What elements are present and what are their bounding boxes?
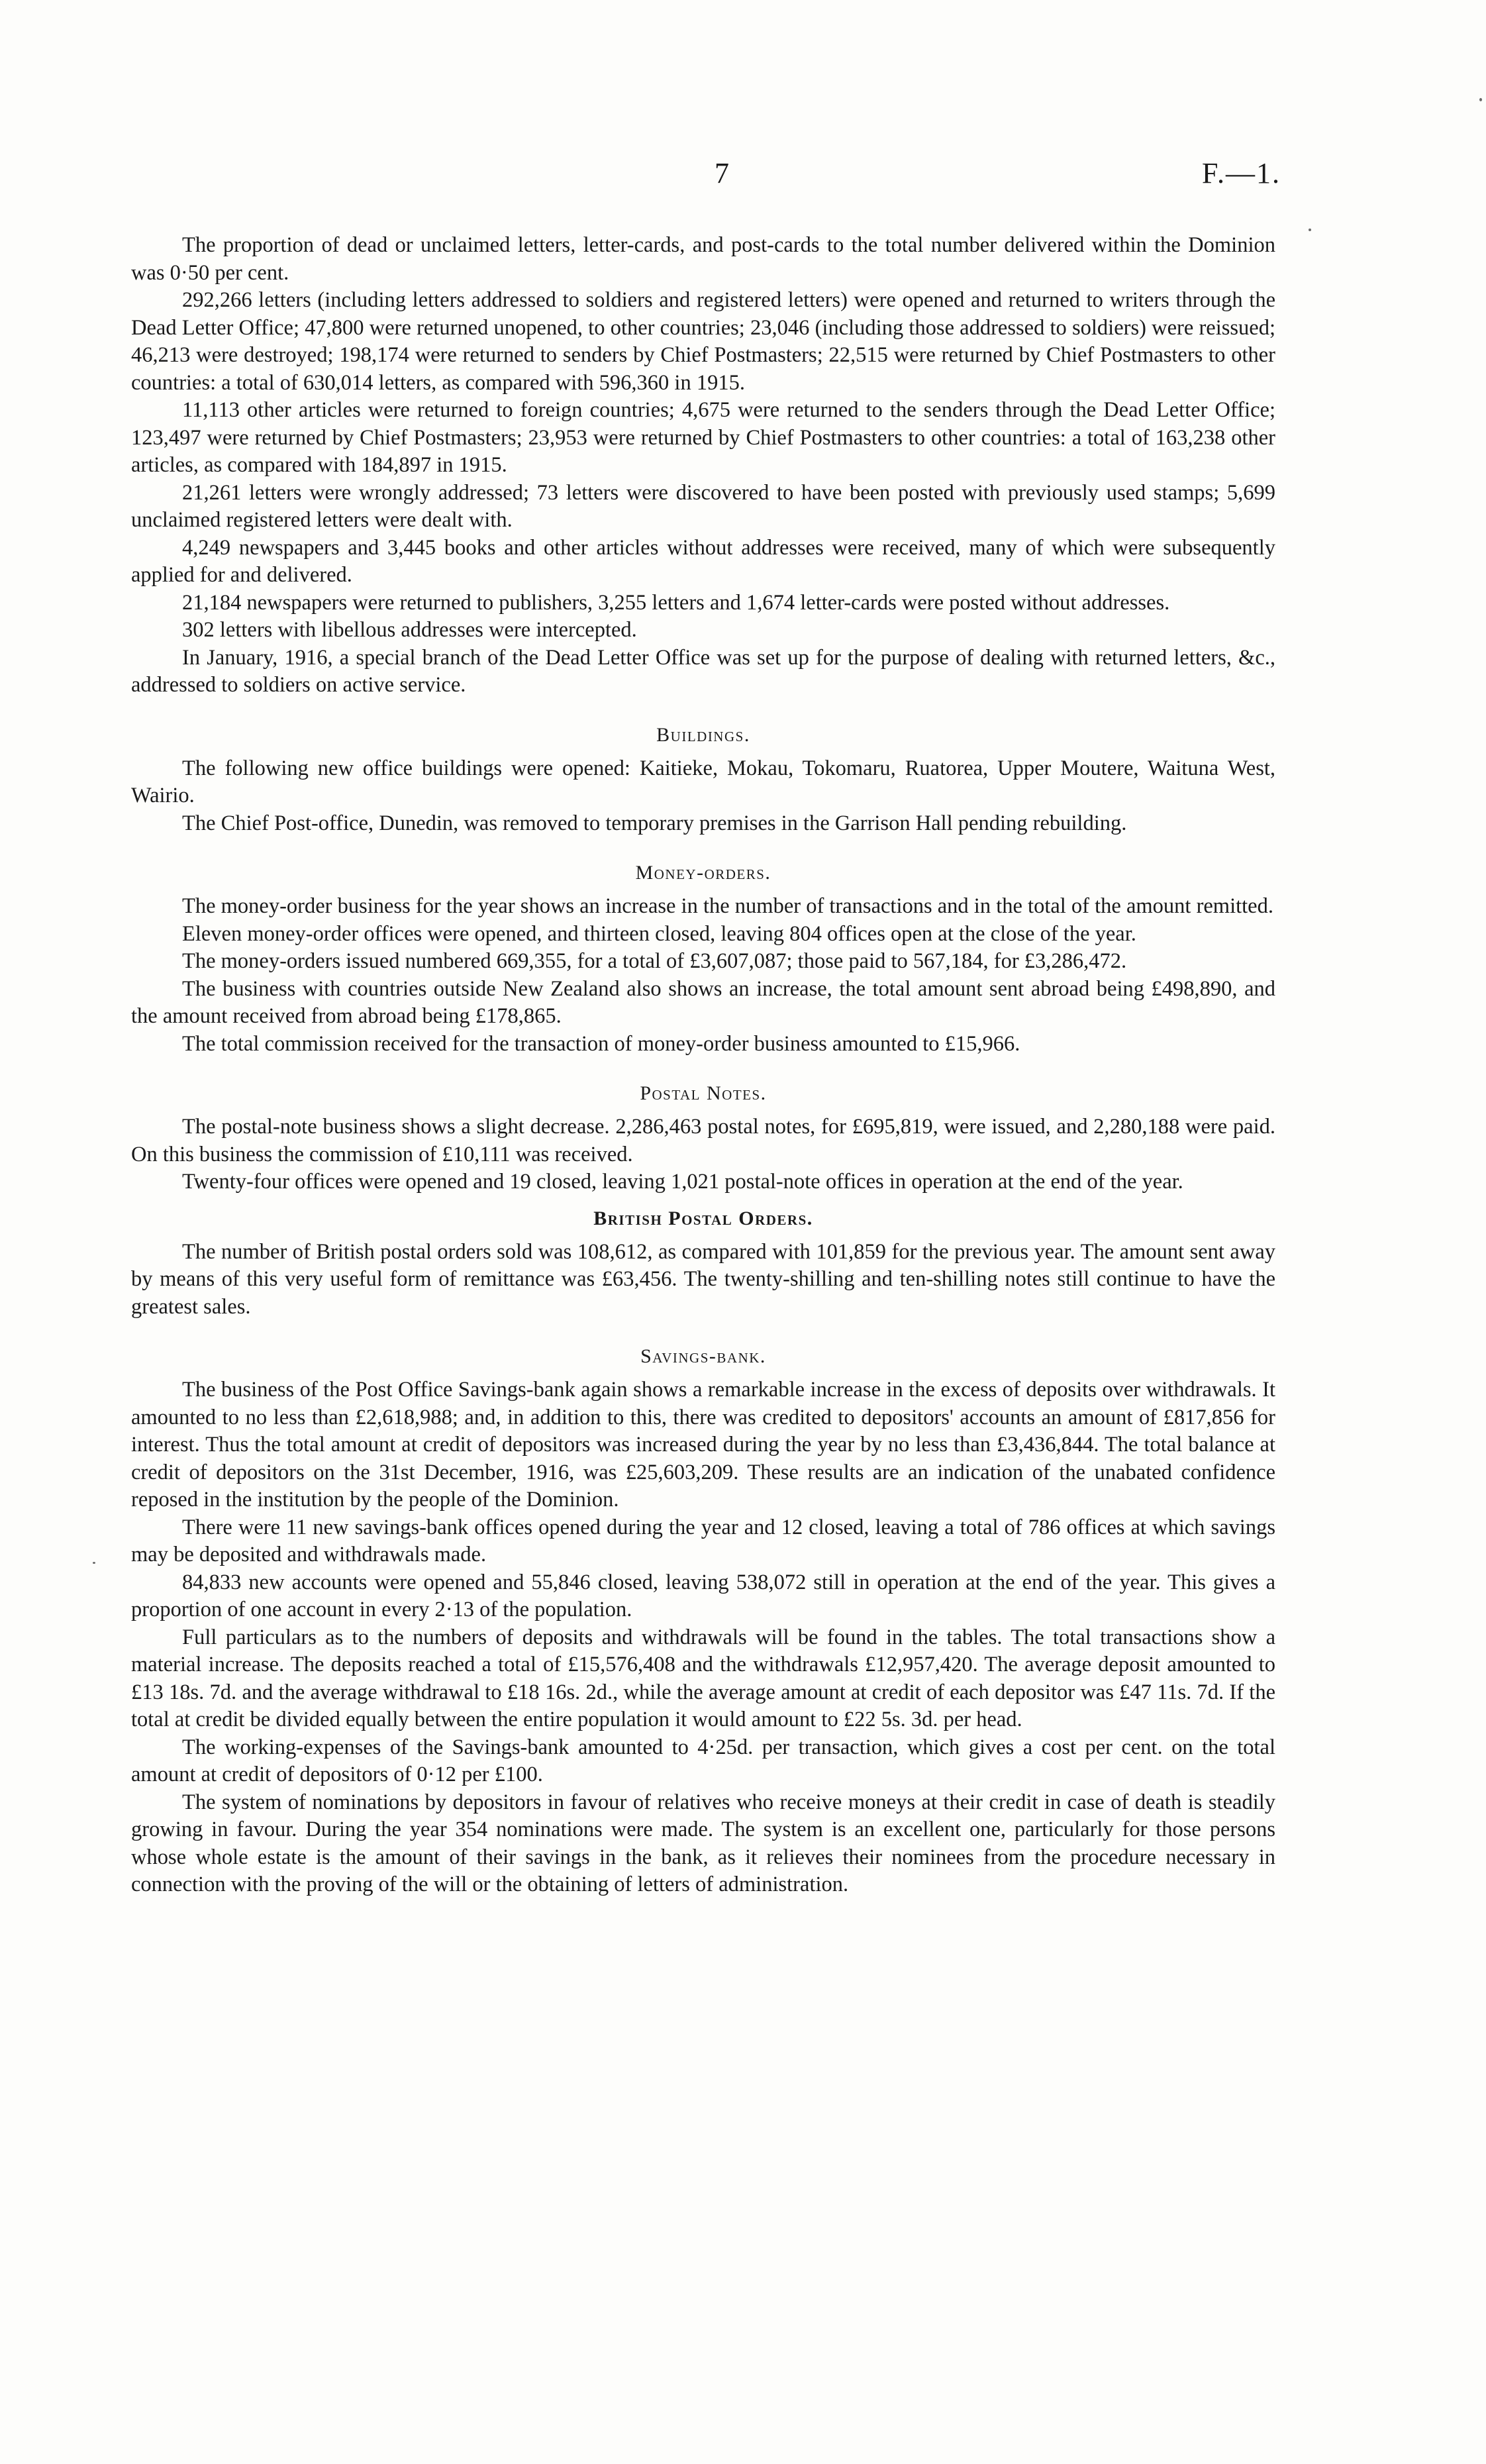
scan-speck — [1309, 229, 1311, 231]
dead-letters-section — [131, 232, 1275, 699]
page-number: 7 — [715, 157, 729, 189]
paragraph: 4,249 newspapers and 3,445 books and other articles without addresses were received, many of which were subsequently applied for and delivered. — [131, 535, 1275, 587]
paragraph: The money-order business for the year shows an increase in the number of transactions and in the total of the amount remitted. — [182, 894, 1273, 918]
paragraph: 21,261 letters were wrongly addressed; 73 letters were discovered to have been posted with previously used stamps; 5,699 unclaimed registered letters were dealt with. — [131, 480, 1275, 532]
paragraph: The Chief Post-office, Dunedin, was removed to temporary premises in the Garrison Hall pending rebuilding. — [182, 811, 1127, 835]
paragraph: The system of nominations by depositors in favour of relatives who receive moneys at their credit in case of death is steadily growing in favour. During the year 354 nominations were made. The system is an excellent one, particularly for those persons whose whole estate is the amount of their savings in the bank, as it relieves their nominees from the procedure necessary in connection with the proving of the will or the obtaining of letters of administration. — [131, 1790, 1275, 1896]
section-heading: British Postal Orders. — [593, 1207, 813, 1229]
paragraph: There were 11 new savings-bank offices opened during the year and 12 closed, leaving a total of 786 offices at which savings may be deposited and withdrawals made. — [131, 1515, 1275, 1566]
british-postal-orders-section — [131, 1206, 1275, 1321]
paragraph: The proportion of dead or unclaimed letters, letter-cards, and post-cards to the total number delivered within the Dominion was 0·50 per cent. — [131, 233, 1275, 285]
paragraph: The working-expenses of the Savings-bank amounted to 4·25d. per transaction, which gives a cost per cent. on the total amount at credit of depositors of 0·12 per £100. — [131, 1735, 1275, 1786]
paragraph: The postal-note business shows a slight decrease. 2,286,463 postal notes, for £695,819, were issued, and 2,280,188 were paid. On this business the commission of £10,111 was received. — [131, 1115, 1275, 1166]
section-heading: Buildings. — [656, 723, 750, 746]
section-heading: Savings-bank. — [640, 1345, 766, 1367]
postal-notes-section — [131, 1080, 1275, 1196]
document-reference: F.—1. — [1202, 157, 1281, 189]
paragraph: The total commission received for the transaction of money-order business amounted to £15,966. — [182, 1031, 1020, 1056]
paragraph: The following new office buildings were opened: Kaitieke, Mokau, Tokomaru, Ruatorea, Upper Moutere, Waituna West, Wairio. — [131, 756, 1275, 807]
paragraph: 84,833 new accounts were opened and 55,846 closed, leaving 538,072 still in operation at the end of the year. This gives a proportion of one account in every 2·13 of the population. — [131, 1570, 1275, 1621]
scan-speck — [1479, 98, 1482, 101]
paragraph: 292,266 letters (including letters addressed to soldiers and registered letters) were opened and returned to writers through the Dead Letter Office; 47,800 were returned unopened, to other countries; 23,046 (including those addressed to soldiers) were reissued; 46,213 were destroyed; 198,174 were returned to senders by Chief Postmasters; 22,515 were returned by Chief Postmasters to other countries: a total of 630,014 letters, as compared with 596,360 in 1915. — [131, 288, 1275, 395]
paragraph: 21,184 newspapers were returned to publishers, 3,255 letters and 1,674 letter-cards were posted without addresses. — [182, 590, 1170, 615]
section-heading: Postal Notes. — [640, 1082, 767, 1104]
paragraph: The money-orders issued numbered 669,355, for a total of £3,607,087; those paid to 567,184, for £3,286,472. — [182, 949, 1127, 973]
paragraph: Twenty-four offices were opened and 19 closed, leaving 1,021 postal-note offices in operation at the end of the year. — [182, 1170, 1183, 1194]
paragraph: The business of the Post Office Savings-bank again shows a remarkable increase in the excess of deposits over withdrawals. It amounted to no less than £2,618,988; and, in addition to this, there was credited to depositors' accounts an amount of £817,856 for interest. Thus the total amount at credit of depositors was increased during the year by no less than £3,436,844. The total balance at credit of depositors on the 31st December, 1916, was £25,603,209. These results are an indication of the unabated confidence reposed in the institution by the people of the Dominion. — [131, 1378, 1275, 1512]
paragraph: The number of British postal orders sold was 108,612, as compared with 101,859 for the previous year. The amount sent away by means of this very useful form of remittance was £63,456. The twenty-shilling and ten-shilling notes still continue to have the greatest sales. — [131, 1239, 1275, 1319]
scan-speck — [93, 1562, 95, 1564]
savings-bank-section — [131, 1343, 1275, 1899]
money-orders-section — [131, 860, 1275, 1058]
paragraph: Full particulars as to the numbers of deposits and withdrawals will be found in the tables. The total transactions show a material increase. The deposits reached a total of £15,576,408 and the withdrawals £12,957,420. The average deposit amounted to £13 18s. 7d. and the average withdrawal to £18 16s. 2d., while the average amount at credit of each depositor was £47 11s. 7d. If the total at credit be divided equally between the entire population it would amount to £22 5s. 3d. per head. — [131, 1625, 1275, 1731]
paragraph: 11,113 other articles were returned to foreign countries; 4,675 were returned to the senders through the Dead Letter Office; 123,497 were returned by Chief Postmasters; 23,953 were returned by Chief Postmasters to other countries: a total of 163,238 other articles, as compared with 184,897 in 1915. — [131, 398, 1275, 477]
paragraph: 302 letters with libellous addresses were intercepted. — [182, 618, 637, 642]
paragraph: The business with countries outside New Zealand also shows an increase, the total amount sent abroad being £498,890, and the amount received from abroad being £178,865. — [131, 976, 1275, 1028]
paragraph: In January, 1916, a special branch of the Dead Letter Office was set up for the purpose of dealing with returned letters, &c., addressed to soldiers on active service. — [131, 645, 1275, 697]
document-body — [131, 232, 1275, 1899]
buildings-section — [131, 722, 1275, 838]
section-heading: Money-orders. — [635, 862, 771, 884]
paragraph: Eleven money-order offices were opened, and thirteen closed, leaving 804 offices open at the close of the year. — [182, 921, 1136, 946]
